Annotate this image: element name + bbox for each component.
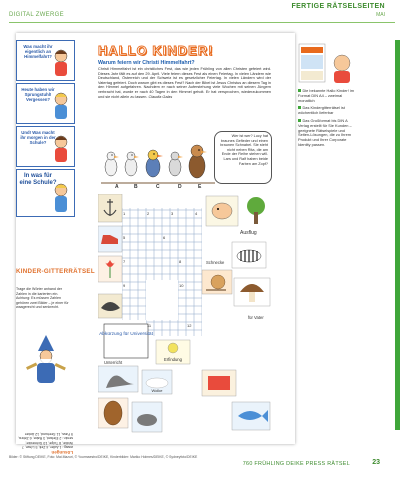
- comic-card-2: [16, 83, 75, 124]
- schnecke-label: Schnecke: [206, 260, 225, 265]
- clue-number: 4: [195, 211, 198, 216]
- bird-letter: B: [134, 184, 138, 190]
- speech-bubble: Wer ist wer? Lucy hat braunes Gefieder und einen braunen Schnabel. Sie steht nicht neben Rita, die am Ende der Reihe stehen will. Lars und Ralf haben beide Farben am Zopf?: [214, 131, 272, 184]
- mushroom-picture-icon: [234, 278, 270, 306]
- comic-question: Und! Was macht ihr morgen in der Schule?: [20, 130, 56, 145]
- solution-text: waag.: 1 Adler, 4 Zelt, 5 Löwe, 7 Wolke, 8 Tulpe, 10 Schnecke; senkr.: 2 Elefant, 3 Rabe, 6 Zebra, 9 Fass, 11 Seehund, 12 Anker: [18, 431, 73, 450]
- product-notes: [298, 43, 356, 151]
- erfindung-label: Erfindung: [164, 357, 182, 362]
- kid-illustration-icon: [50, 91, 72, 121]
- clue-number: 1: [123, 211, 126, 216]
- comic-card-3: [16, 126, 75, 167]
- shoe-picture-icon: [98, 226, 122, 252]
- footer-credits: Bilder: © Stiftung DEIKE, Foto: Mai.Mazuri, © Yourmaestro/DEIKE, Kinderbilder: Mariko Holmes/DEIKE, © Sydneyfoto/DEIKE: [9, 455, 198, 459]
- crossword-puzzle: [98, 194, 274, 440]
- magician-illustration-icon: [24, 335, 68, 387]
- clue-number: 8: [179, 259, 182, 264]
- bird-letters: [101, 184, 271, 192]
- article-body-text: Christi Himmelfahrt ist ein christliches Fest, das wie jeden Frühling von allen Christen gefeiert wird. Dieses Jahr fällt es auf den 29. April. Viele feiern dieses Fest als einen Feiertag. In vielen Ländern wie Deutschland, Österreich und der Schweiz ist es gesetzlicher Feiertag. In vielen Ländern wird der Vatertag gefeiert. Doch warum gibt es dieses Fest? Nach der Bibel ist Jesus Christus an diesem Tag in den Himmel aufgefahren. Nachdem er nach seiner Auferstehung viele Wochen mit seinen Jüngern verbracht hat, wurde er nach 40 Tagen in den Himmel geholt. Er hat versprochen, wiederzukommen und sie nicht allein zu lassen.: [98, 67, 271, 99]
- green-edge-tab: [395, 40, 400, 430]
- page-number: 23: [372, 459, 380, 466]
- ausflug-label: Ausflug: [240, 230, 257, 236]
- header-subtitle: MAI: [376, 12, 385, 18]
- solution-title: Lösungen: [51, 450, 73, 455]
- lightbulb-picture-icon: [156, 340, 190, 364]
- article-subhead: Warum feiern wir Christi Himmelfahrt?: [98, 60, 195, 66]
- header-title: FERTIGE RÄTSELSEITEN: [291, 3, 385, 10]
- wolke-label: Wolke: [151, 388, 163, 393]
- clue-number: 3: [171, 211, 174, 216]
- article-body: [98, 67, 271, 99]
- comic-question: Was macht ihr eigentlich an Himmelfahrt?: [23, 44, 53, 59]
- bird-c-icon: [146, 150, 163, 177]
- clue-number: 12: [187, 323, 192, 328]
- clue-number: 6: [163, 235, 166, 240]
- kid-illustration-icon: [50, 48, 72, 78]
- clue-number: 2: [147, 211, 150, 216]
- bird-letter: E: [198, 184, 202, 190]
- kinder-instructions: Trage die Wörter anhand der Zahlen in die karierten ein. Achtung: Es müssen Zahlen gehören zwei Bilder – je einer für waagerecht und senkrecht.: [16, 287, 69, 310]
- tree-picture-icon: [247, 197, 265, 224]
- note-text: Das Kindergitterrätsel ist wöchentlich lieferbar: [298, 105, 345, 116]
- page-header: [0, 0, 400, 22]
- bullet-square-icon: [298, 119, 301, 122]
- comic-card-1: [16, 40, 75, 81]
- bird-b-icon: [125, 152, 139, 176]
- clue-number: 11: [147, 323, 152, 328]
- header-right: [291, 3, 385, 18]
- comic-card-4: [16, 169, 75, 217]
- solution-box-upside-down: [17, 398, 73, 454]
- kid-illustration-icon: [50, 182, 72, 214]
- bird-a-icon: [105, 152, 119, 176]
- sign-label: Abkürzung für Universität: [99, 332, 153, 337]
- seal2-picture-icon: [132, 402, 162, 432]
- snail-picture-icon: [202, 270, 232, 294]
- bird-e-icon: [189, 145, 207, 178]
- bird-letter: C: [156, 184, 160, 190]
- tulip-picture-icon: [98, 256, 122, 282]
- anchor-picture-icon: [98, 194, 122, 222]
- header-left-label: DIGITAL ZWERGE: [9, 12, 64, 18]
- zebra-picture-icon: [232, 242, 266, 268]
- bird-letter: A: [115, 184, 119, 190]
- note-text: Das Großformat bis DIN A Verlag erstellt für Sie Kunden – geeignete Rätselspiele und Seiten-Lösungen, die zu Ihrem Produkt und Ihrer Corporate Identity passen.: [298, 117, 352, 147]
- comic-question: In was für eine Schule?: [19, 173, 57, 186]
- clue-number: 9: [123, 283, 126, 288]
- bullet-square-icon: [298, 89, 301, 92]
- kid-illustration-icon: [50, 134, 72, 164]
- bird-d-icon: [169, 152, 183, 176]
- note-item: [298, 119, 356, 148]
- seal-picture-icon: [98, 366, 138, 392]
- magazine-thumbnail-icon: [298, 43, 354, 85]
- clue-number: 7: [123, 259, 126, 264]
- note-text: Die bekannte Hallo Kinder! im Format DIN A4 – zweimal monatlich: [298, 88, 354, 103]
- bird-letter: D: [178, 184, 182, 190]
- crossword-grid: [122, 208, 202, 280]
- fish-picture-icon: [232, 402, 270, 430]
- kinder-gitterraetsel-title: KINDER-GITTERRÄTSEL: [16, 268, 95, 275]
- note-item: [298, 106, 356, 116]
- comic-strip: [16, 40, 74, 219]
- barrel-picture-icon: [98, 398, 128, 428]
- bullet-square-icon: [298, 106, 301, 109]
- whale-picture-icon: [98, 294, 122, 318]
- header-rule: [9, 22, 395, 23]
- vater-label: für Vater: [248, 315, 264, 320]
- book-picture-icon: [202, 370, 236, 396]
- unterricht-label: Unterricht: [104, 360, 123, 365]
- cloud-picture-icon: [142, 370, 172, 394]
- elephant-picture-icon: [206, 196, 238, 226]
- footer-publication: 760 FRÜHLING DEIKE PRESS RÄTSEL: [242, 461, 350, 467]
- birds-illustration: [101, 133, 215, 185]
- clue-number: 5: [123, 235, 126, 240]
- sign-picture-icon: [99, 324, 154, 358]
- clue-number: 10: [179, 283, 184, 288]
- note-item: [298, 89, 356, 103]
- article-author: Claudia Galas: [148, 94, 173, 99]
- comic-question: Heute haben wir Sprungstuhl! Vergessen?: [21, 87, 55, 102]
- page-title: HALLO KINDER!: [98, 43, 214, 58]
